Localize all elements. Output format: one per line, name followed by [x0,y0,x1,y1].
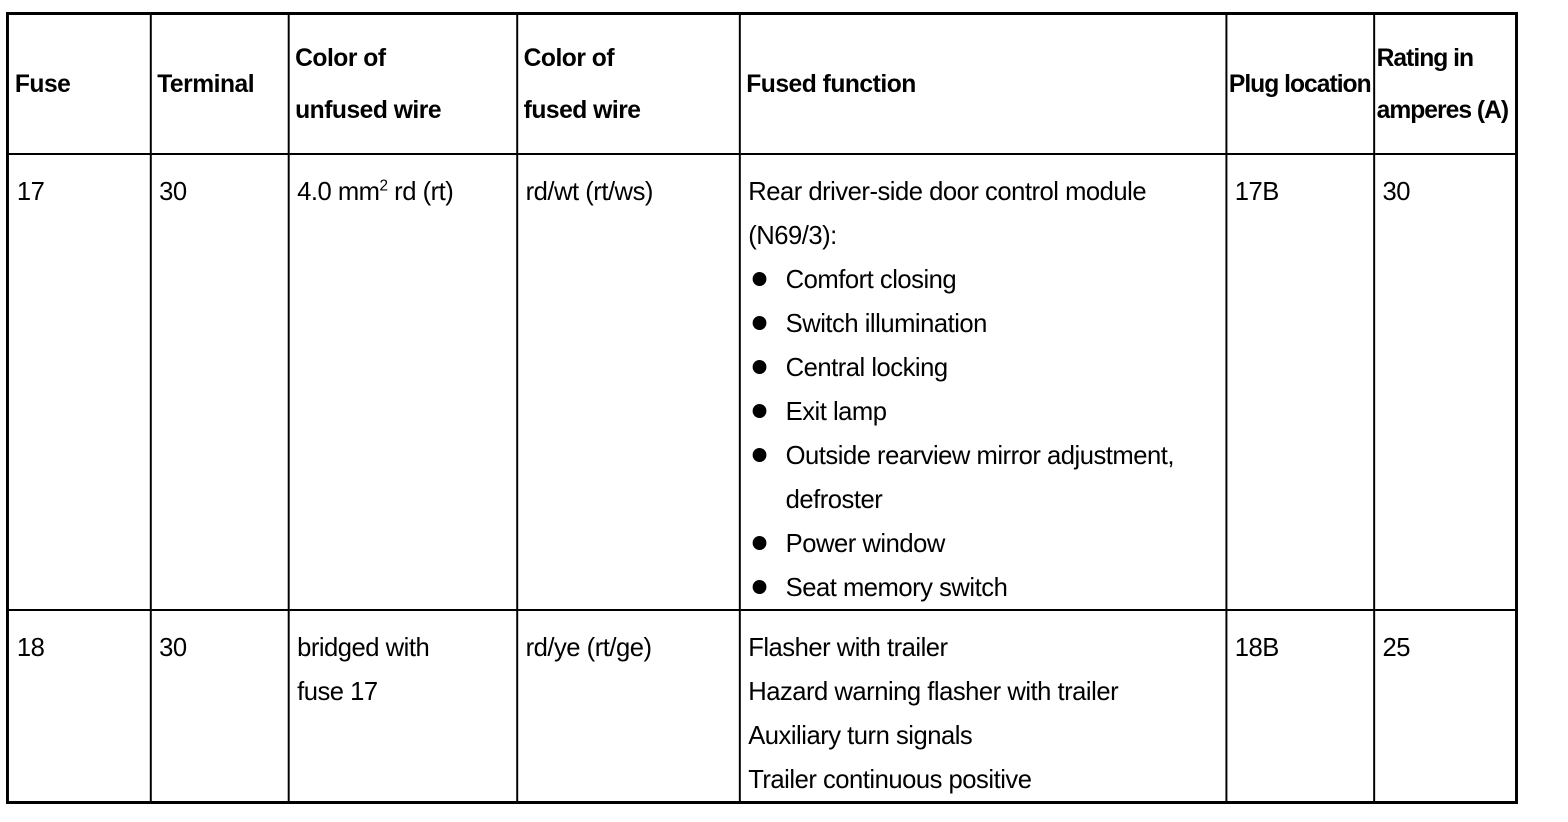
cell-fused-wire: rd/ye (rt/ge) [517,610,740,803]
list-item: Central locking [748,345,1217,389]
fuse-table [6,12,1518,804]
header-rating: Rating in amperes (A) [1374,14,1517,155]
bullet-icon [752,316,766,330]
list-item: Switch illumination [748,301,1217,345]
header-unfused-wire: Color of unfused wire [288,14,517,155]
table-row [7,610,1516,803]
bullet-icon [752,448,766,462]
function-list [740,611,1225,801]
list-item: Trailer continuous positive [748,764,1032,794]
header-terminal: Terminal [150,14,288,155]
function-bullet-list [740,257,1225,609]
cell-plug-location: 17B [1226,154,1374,610]
cell-fused-function [739,610,1226,803]
list-item: Hazard warning flasher with trailer [748,676,1119,706]
cell-plug-location: 18B [1226,610,1374,803]
table-row [7,154,1516,610]
function-intro: Rear driver-side door control module (N69/3): [748,176,1147,250]
cell-rating: 30 [1374,154,1517,610]
bullet-icon [752,360,766,374]
bullet-icon [752,404,766,418]
cell-terminal: 30 [150,154,288,610]
header-fused-function: Fused function [739,14,1226,155]
bullet-icon [752,580,766,594]
list-item: Flasher with trailer [748,632,948,662]
list-item: Exit lamp [748,389,1217,433]
bullet-icon [752,272,766,286]
table-header-row [7,14,1516,155]
header-fuse: Fuse [7,14,150,155]
cell-fused-function [739,154,1226,610]
bullet-icon [752,536,766,550]
list-item: Outside rearview mirror adjustment, defroster [748,433,1217,521]
list-item: Seat memory switch [748,565,1217,609]
cell-unfused-wire: bridged with fuse 17 [288,610,517,803]
cell-unfused-wire: 4.0 $mm^2$ rd (rt) [288,154,517,610]
cell-fused-wire: rd/wt (rt/ws) [517,154,740,610]
cell-fuse: 18 [7,610,150,803]
cell-fuse: 17 [7,154,150,610]
cell-terminal: 30 [150,610,288,803]
header-plug-location: Plug location [1226,14,1374,155]
list-item: Power window [748,521,1217,565]
list-item: Auxiliary turn signals [748,720,973,750]
list-item: Comfort closing [748,257,1217,301]
header-fused-wire: Color of fused wire [517,14,740,155]
cell-rating: 25 [1374,610,1517,803]
